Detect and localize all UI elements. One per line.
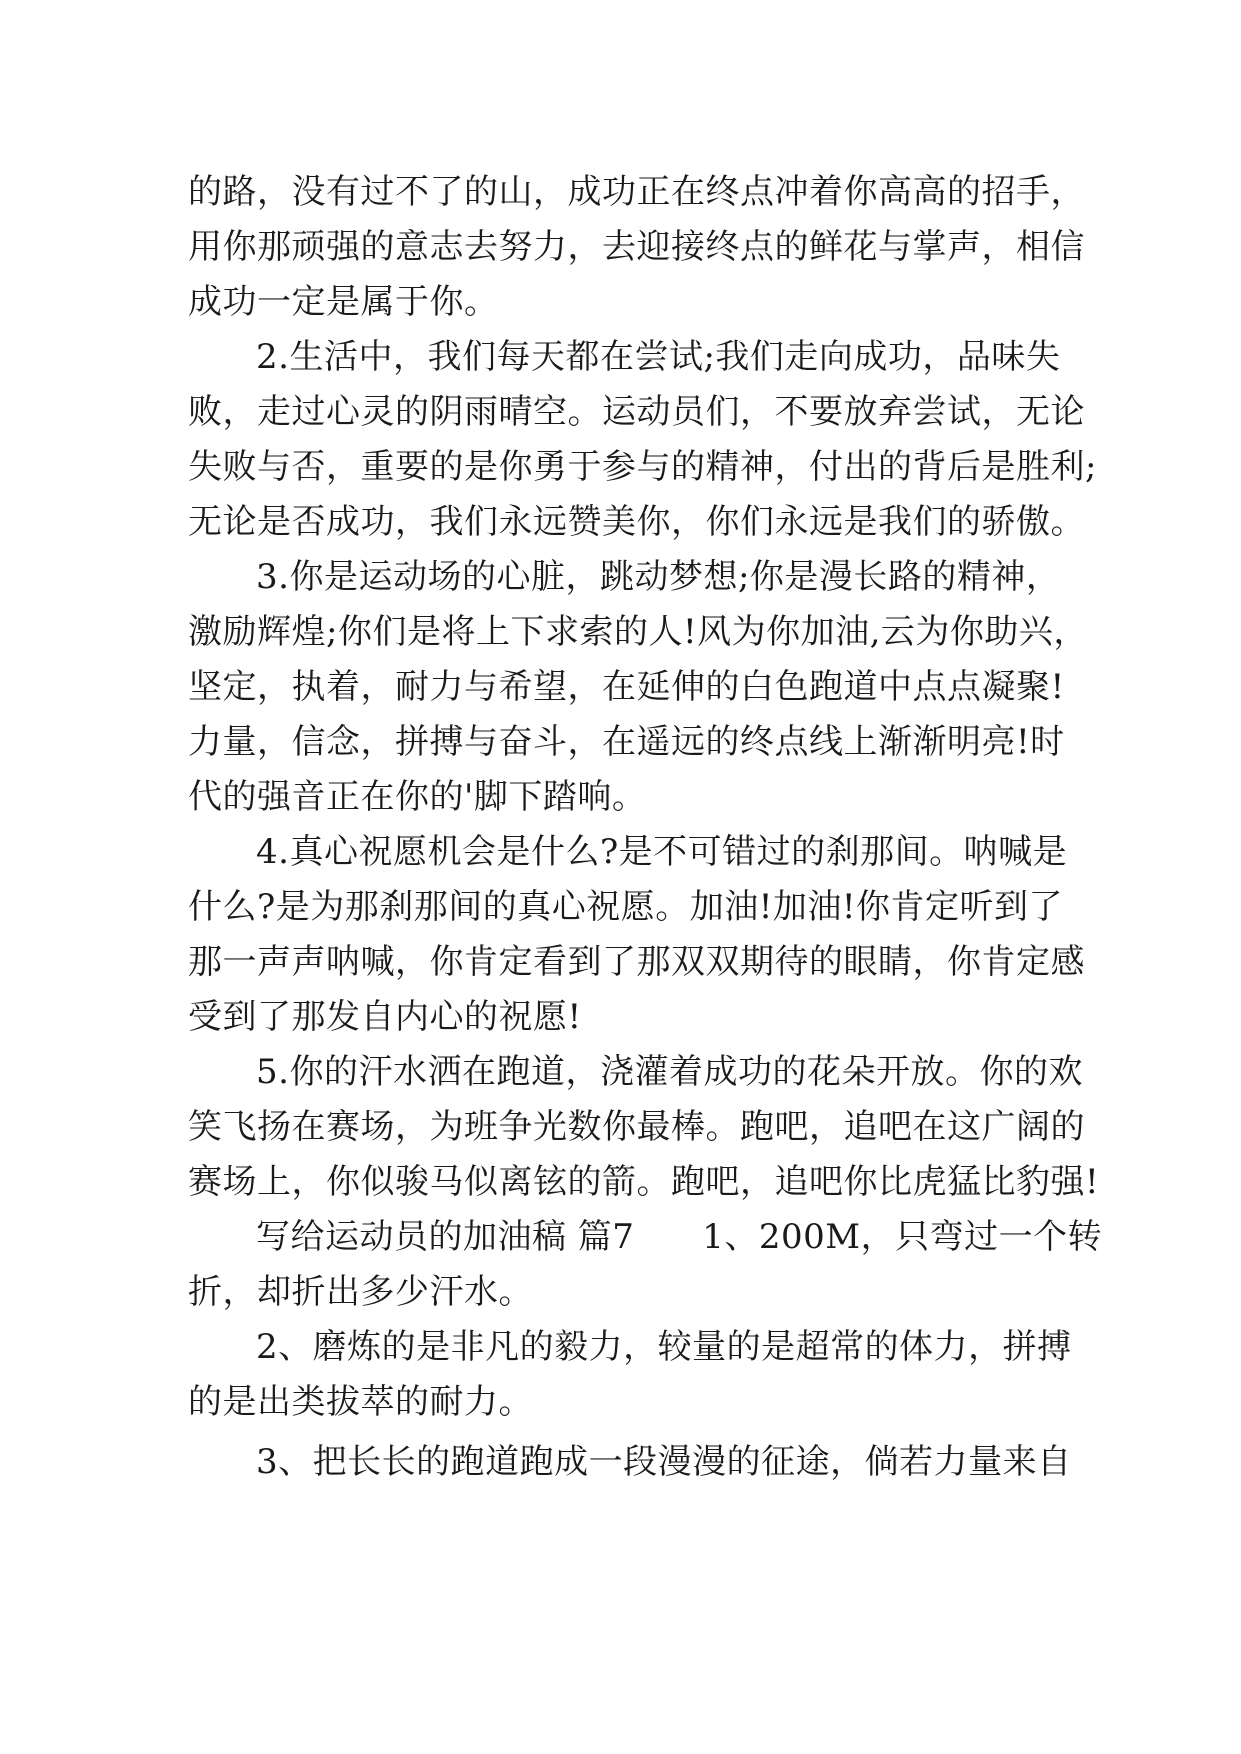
text-line: 用你那顽强的意志去努力，去迎接终点的鲜花与掌声，相信 bbox=[188, 227, 1085, 267]
paragraph-start-line: 5.你的汗水洒在跑道，浇灌着成功的花朵开放。你的欢 bbox=[256, 1052, 1083, 1092]
section-heading-line: 写给运动员的加油稿 篇7 1、200M，只弯过一个转 bbox=[256, 1217, 1103, 1257]
text-line: 代的强音正在你的'脚下踏响。 bbox=[188, 777, 647, 817]
text-line: 无论是否成功，我们永远赞美你，你们永远是我们的骄傲。 bbox=[188, 502, 1085, 542]
text-line: 坚定，执着，耐力与希望，在延伸的白色跑道中点点凝聚! bbox=[188, 667, 1065, 707]
text-line: 的是出类拔萃的耐力。 bbox=[188, 1382, 533, 1422]
text-line: 力量，信念，拼搏与奋斗，在遥远的终点线上渐渐明亮!时 bbox=[188, 722, 1065, 762]
text-line: 受到了那发自内心的祝愿! bbox=[188, 997, 582, 1037]
text-line: 的路，没有过不了的山，成功正在终点冲着你高高的招手， bbox=[188, 172, 1085, 212]
text-line: 赛场上，你似骏马似离铉的箭。跑吧，追吧你比虎猛比豹强! bbox=[188, 1162, 1100, 1202]
paragraph-start-line: 3、把长长的跑道跑成一段漫漫的征途，倘若力量来自 bbox=[256, 1442, 1072, 1482]
text-line: 激励辉煌;你们是将上下求索的人!风为你加油,云为你助兴， bbox=[188, 612, 1088, 652]
text-line: 那一声声呐喊，你肯定看到了那双双期待的眼睛，你肯定感 bbox=[188, 942, 1085, 982]
paragraph-start-line: 3.你是运动场的心脏，跳动梦想;你是漫长路的精神， bbox=[256, 557, 1061, 597]
paragraph-start-line: 2、磨炼的是非凡的毅力，较量的是超常的体力，拼搏 bbox=[256, 1327, 1072, 1367]
paragraph-start-line: 2.生活中，我们每天都在尝试;我们走向成功，品味失 bbox=[256, 337, 1061, 377]
text-line: 什么?是为那刹那间的真心祝愿。加油!加油!你肯定听到了 bbox=[188, 887, 1064, 927]
text-line: 成功一定是属于你。 bbox=[188, 282, 499, 322]
paragraph-start-line: 4.真心祝愿机会是什么?是不可错过的刹那间。呐喊是 bbox=[256, 832, 1068, 872]
text-line: 笑飞扬在赛场，为班争光数你最棒。跑吧，追吧在这广阔的 bbox=[188, 1107, 1085, 1147]
text-line: 折，却折出多少汗水。 bbox=[188, 1272, 533, 1312]
text-line: 失败与否，重要的是你勇于参与的精神，付出的背后是胜利; bbox=[188, 447, 1097, 487]
text-line: 败，走过心灵的阴雨晴空。运动员们，不要放弃尝试，无论 bbox=[188, 392, 1085, 432]
